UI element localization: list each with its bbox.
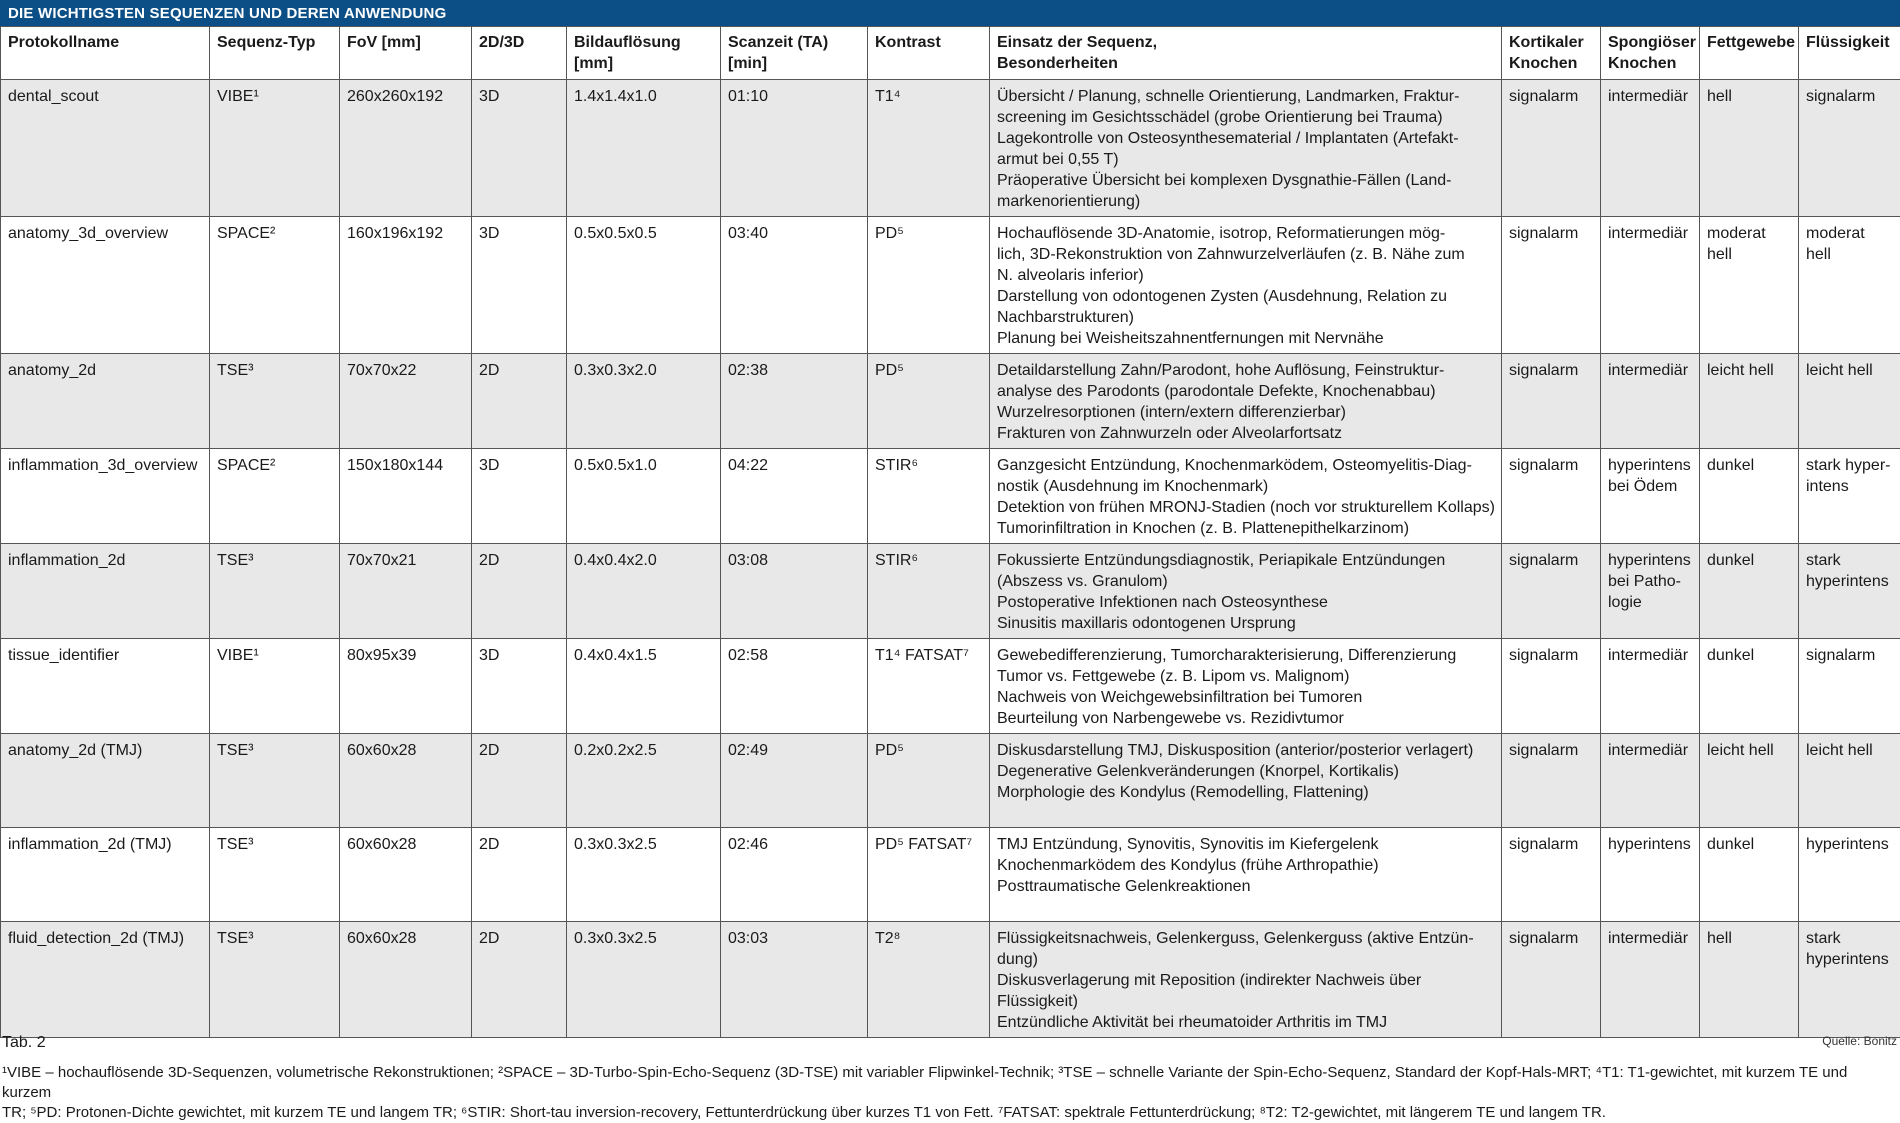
dimension-cell [472,639,567,734]
table-row [1,828,1900,922]
cell-text: screening im Gesichtsschädel (grobe Orientierung bei Trauma) [997,107,1495,128]
dimension-cell [472,734,567,828]
column-header-text: Knochen [1608,53,1693,74]
cell-text: PD⁵ [875,223,983,244]
fat-tissue-cell [1700,449,1799,544]
table-number-label: Tab. 2 [2,1034,46,1052]
cell-text: Darstellung von odontogenen Zysten (Ausdehnung, Relation zu [997,286,1495,307]
cell-text: hyperintens [1608,550,1693,571]
cell-text: Wurzelresorptionen (intern/extern differenzierbar) [997,402,1495,423]
fov-cell [340,828,472,922]
cell-text: Morphologie des Kondylus (Remodelling, Flattening) [997,782,1495,803]
cell-text: 3D [479,223,560,244]
fluid-cell [1799,217,1900,354]
table-body [1,80,1900,1038]
column-header [567,27,721,80]
footnotes [2,1063,1892,1123]
dimension-cell [472,354,567,449]
cell-text: 60x60x28 [347,928,465,949]
cell-text: intermediär [1608,740,1693,761]
cell-text: Detektion von frühen MRONJ-Stadien (noch vor strukturellem Kollaps) [997,497,1495,518]
column-header-text: Kortikaler [1509,32,1594,53]
table-row [1,544,1900,639]
cell-text: Sinusitis maxillaris odontogenen Ursprung [997,613,1495,634]
dimension-cell [472,828,567,922]
cell-text: 0.3x0.3x2.5 [574,928,714,949]
cell-text: logie [1608,592,1693,613]
protocol-name-cell [1,354,210,449]
cancellous-bone-cell [1601,828,1700,922]
fluid-cell [1799,449,1900,544]
cell-text: hell [1707,928,1792,949]
footnote-line: ¹VIBE – hochauflösende 3D-Sequenzen, volumetrische Rekonstruktionen; ²SPACE – 3D-Turbo-Spin-Echo-Sequenz (3D-TSE) mit variabler Flipwinkel-Technik; ³TSE – schnelle Variante der Spin-Echo-Sequenz, Standard der Kopf-Hals-MRT; ⁴T1: T1-gewichtet, mit kurzem TE und kurzem [2,1063,1892,1103]
contrast-cell [868,449,990,544]
dimension-cell [472,217,567,354]
cortical-bone-cell [1502,217,1601,354]
scan-time-cell [721,217,868,354]
fluid-cell [1799,922,1900,1038]
cell-text: 3D [479,86,560,107]
cell-text: intens [1806,476,1894,497]
sequence-type-cell [210,544,340,639]
cell-text: hell [1707,244,1792,265]
cell-text: signalarm [1509,86,1594,107]
resolution-cell [567,354,721,449]
cell-text: STIR⁶ [875,455,983,476]
cortical-bone-cell [1502,354,1601,449]
cell-text: 0.3x0.3x2.0 [574,360,714,381]
cell-text: intermediär [1608,928,1693,949]
cell-text: signalarm [1509,360,1594,381]
cell-text: 2D [479,740,560,761]
cell-text: Beurteilung von Narbengewebe vs. Rezidivtumor [997,708,1495,729]
cell-text: Fokussierte Entzündungsdiagnostik, Periapikale Entzündungen [997,550,1495,571]
cell-text: 80x95x39 [347,645,465,666]
cell-text: signalarm [1806,645,1894,666]
cell-text: VIBE¹ [217,645,333,666]
fov-cell [340,217,472,354]
column-header [990,27,1502,80]
cell-text: leicht hell [1806,740,1894,761]
cell-text: T1⁴ FATSAT⁷ [875,645,983,666]
cell-text: signalarm [1509,645,1594,666]
cell-text: intermediär [1608,360,1693,381]
cell-text: signalarm [1509,740,1594,761]
cancellous-bone-cell [1601,80,1700,217]
table-header-row [1,27,1900,80]
cell-text: moderat [1806,223,1894,244]
cortical-bone-cell [1502,734,1601,828]
usage-cell [990,922,1502,1038]
table-row [1,80,1900,217]
cell-text: Knochenmarködem des Kondylus (frühe Arthropathie) [997,855,1495,876]
contrast-cell [868,544,990,639]
cell-text: 0.2x0.2x2.5 [574,740,714,761]
cell-text: 3D [479,645,560,666]
cancellous-bone-cell [1601,217,1700,354]
fat-tissue-cell [1700,544,1799,639]
cell-text: intermediär [1608,223,1693,244]
table-row [1,449,1900,544]
column-header [210,27,340,80]
column-header [472,27,567,80]
cell-text: TMJ Entzündung, Synovitis, Synovitis im Kiefergelenk [997,834,1495,855]
cell-text: dunkel [1707,550,1792,571]
cell-text: bei Ödem [1608,476,1693,497]
fov-cell [340,734,472,828]
cell-text: Degenerative Gelenkveränderungen (Knorpel, Kortikalis) [997,761,1495,782]
dimension-cell [472,449,567,544]
usage-cell [990,544,1502,639]
cell-text: 0.4x0.4x2.0 [574,550,714,571]
column-header-text: FoV [mm] [347,32,465,53]
cell-text: signalarm [1509,223,1594,244]
cell-text: dunkel [1707,645,1792,666]
cortical-bone-cell [1502,922,1601,1038]
column-header [1,27,210,80]
cell-text: inflammation_2d [8,550,203,571]
column-header-text: Scanzeit (TA) [min] [728,32,861,74]
cell-text: signalarm [1509,550,1594,571]
cell-text: anatomy_3d_overview [8,223,203,244]
contrast-cell [868,734,990,828]
cell-text: hyperintens [1806,834,1894,855]
cell-text: 70x70x22 [347,360,465,381]
cell-text: Postoperative Infektionen nach Osteosynthese [997,592,1495,613]
cortical-bone-cell [1502,80,1601,217]
cell-text: TSE³ [217,550,333,571]
cell-text: inflammation_3d_overview [8,455,203,476]
sequence-type-cell [210,639,340,734]
cell-text: N. alveolaris inferior) [997,265,1495,286]
cortical-bone-cell [1502,639,1601,734]
cell-text: T1⁴ [875,86,983,107]
fov-cell [340,354,472,449]
cell-text: Präoperative Übersicht bei komplexen Dysgnathie-Fällen (Land- [997,170,1495,191]
usage-cell [990,80,1502,217]
fov-cell [340,449,472,544]
column-header-text: Sequenz-Typ [217,32,333,53]
column-header-text: Bildauflösung [mm] [574,32,714,74]
column-header-text: Einsatz der Sequenz, [997,32,1495,53]
cell-text: PD⁵ FATSAT⁷ [875,834,983,855]
cell-text: 2D [479,834,560,855]
column-header [1502,27,1601,80]
resolution-cell [567,828,721,922]
cell-text: Diskusdarstellung TMJ, Diskusposition (anterior/posterior verlagert) [997,740,1495,761]
cell-text: 70x70x21 [347,550,465,571]
cell-text: bei Patho- [1608,571,1693,592]
resolution-cell [567,544,721,639]
resolution-cell [567,449,721,544]
contrast-cell [868,80,990,217]
cell-text: TSE³ [217,740,333,761]
fov-cell [340,80,472,217]
cell-text: 0.5x0.5x1.0 [574,455,714,476]
fluid-cell [1799,734,1900,828]
contrast-cell [868,354,990,449]
scan-time-cell [721,828,868,922]
sequence-type-cell [210,354,340,449]
cell-text: 0.3x0.3x2.5 [574,834,714,855]
cancellous-bone-cell [1601,544,1700,639]
fat-tissue-cell [1700,80,1799,217]
cortical-bone-cell [1502,449,1601,544]
cell-text: stark [1806,550,1894,571]
cell-text: nostik (Ausdehnung im Knochenmark) [997,476,1495,497]
scan-time-cell [721,80,868,217]
cell-text: leicht hell [1707,360,1792,381]
protocol-name-cell [1,922,210,1038]
cell-text: stark [1806,928,1894,949]
cell-text: 60x60x28 [347,834,465,855]
cell-text: analyse des Parodonts (parodontale Defekte, Knochenabbau) [997,381,1495,402]
cell-text: Diskusverlagerung mit Reposition (indirekter Nachweis über [997,970,1495,991]
resolution-cell [567,639,721,734]
resolution-cell [567,922,721,1038]
cell-text: 2D [479,360,560,381]
cell-text: Hochauflösende 3D-Anatomie, isotrop, Reformatierungen mög- [997,223,1495,244]
cell-text: tissue_identifier [8,645,203,666]
scan-time-cell [721,354,868,449]
sequence-table [0,26,1900,1038]
cell-text: signalarm [1509,928,1594,949]
cell-text: STIR⁶ [875,550,983,571]
table-row [1,639,1900,734]
cell-text: 1.4x1.4x1.0 [574,86,714,107]
scan-time-cell [721,922,868,1038]
cell-text: signalarm [1509,455,1594,476]
cell-text: markenorientierung) [997,191,1495,212]
cell-text: SPACE² [217,223,333,244]
cell-text: 03:08 [728,550,861,571]
cell-text: Flüssigkeit) [997,991,1495,1012]
cell-text: 0.5x0.5x0.5 [574,223,714,244]
column-header [868,27,990,80]
fat-tissue-cell [1700,639,1799,734]
cortical-bone-cell [1502,828,1601,922]
sequence-type-cell [210,828,340,922]
cell-text: hyperintens [1608,834,1693,855]
cell-text: Detaildarstellung Zahn/Parodont, hohe Auflösung, Feinstruktur- [997,360,1495,381]
cell-text: Übersicht / Planung, schnelle Orientierung, Landmarken, Fraktur- [997,86,1495,107]
contrast-cell [868,828,990,922]
cell-text: Flüssigkeitsnachweis, Gelenkerguss, Gelenkerguss (aktive Entzün- [997,928,1495,949]
cell-text: fluid_detection_2d (TMJ) [8,928,203,949]
usage-cell [990,217,1502,354]
column-header-text: 2D/3D [479,32,560,53]
cell-text: Tumorinfiltration in Knochen (z. B. Plattenepithelkarzinom) [997,518,1495,539]
cell-text: anatomy_2d [8,360,203,381]
protocol-name-cell [1,639,210,734]
table-title: DIE WICHTIGSTEN SEQUENZEN UND DEREN ANWENDUNG [0,0,1900,26]
dimension-cell [472,80,567,217]
cell-text: anatomy_2d (TMJ) [8,740,203,761]
column-header [1601,27,1700,80]
table-row [1,354,1900,449]
column-header-text: Knochen [1509,53,1594,74]
fat-tissue-cell [1700,354,1799,449]
table-row [1,217,1900,354]
cell-text: 2D [479,928,560,949]
fat-tissue-cell [1700,828,1799,922]
cell-text: 02:58 [728,645,861,666]
column-header-text: Spongiöser [1608,32,1693,53]
dimension-cell [472,544,567,639]
protocol-name-cell [1,828,210,922]
cell-text: inflammation_2d (TMJ) [8,834,203,855]
cell-text: PD⁵ [875,740,983,761]
resolution-cell [567,734,721,828]
cell-text: 260x260x192 [347,86,465,107]
usage-cell [990,449,1502,544]
scan-time-cell [721,639,868,734]
cell-text: 60x60x28 [347,740,465,761]
cell-text: 02:49 [728,740,861,761]
cell-text: leicht hell [1806,360,1894,381]
cell-text: TSE³ [217,928,333,949]
contrast-cell [868,922,990,1038]
usage-cell [990,734,1502,828]
sequence-type-cell [210,449,340,544]
column-header-text: Kontrast [875,32,983,53]
protocol-name-cell [1,217,210,354]
cell-text: dunkel [1707,834,1792,855]
cell-text: (Abszess vs. Granulom) [997,571,1495,592]
sequence-type-cell [210,922,340,1038]
cell-text: Gewebedifferenzierung, Tumorcharakterisierung, Differenzierung [997,645,1495,666]
cell-text: stark hyper- [1806,455,1894,476]
protocol-name-cell [1,734,210,828]
cell-text: Nachbarstrukturen) [997,307,1495,328]
cancellous-bone-cell [1601,734,1700,828]
scan-time-cell [721,449,868,544]
fat-tissue-cell [1700,734,1799,828]
cancellous-bone-cell [1601,354,1700,449]
cell-text: 02:46 [728,834,861,855]
resolution-cell [567,80,721,217]
fluid-cell [1799,80,1900,217]
cell-text: SPACE² [217,455,333,476]
cancellous-bone-cell [1601,449,1700,544]
cancellous-bone-cell [1601,922,1700,1038]
cell-text: TSE³ [217,834,333,855]
cell-text: signalarm [1806,86,1894,107]
column-header [1700,27,1799,80]
fluid-cell [1799,354,1900,449]
protocol-name-cell [1,80,210,217]
column-header [340,27,472,80]
column-header-text: Fettgewebe [1707,32,1792,53]
cell-text: Ganzgesicht Entzündung, Knochenmarködem, Osteomyelitis-Diag- [997,455,1495,476]
cell-text: 04:22 [728,455,861,476]
cell-text: lich, 3D-Rekonstruktion von Zahnwurzelverläufen (z. B. Nähe zum [997,244,1495,265]
cell-text: 0.4x0.4x1.5 [574,645,714,666]
usage-cell [990,639,1502,734]
cell-text: dental_scout [8,86,203,107]
cell-text: 01:10 [728,86,861,107]
column-header [721,27,868,80]
cell-text: hell [1707,86,1792,107]
cell-text: Lagekontrolle von Osteosynthesematerial / Implantaten (Artefakt- [997,128,1495,149]
cell-text: hyperintens [1806,571,1894,592]
fov-cell [340,922,472,1038]
cell-text: moderat [1707,223,1792,244]
column-header-text: Protokollname [8,32,203,53]
cell-text: Tumor vs. Fettgewebe (z. B. Lipom vs. Malignom) [997,666,1495,687]
usage-cell [990,828,1502,922]
contrast-cell [868,639,990,734]
cell-text: 03:40 [728,223,861,244]
column-header-text: Flüssigkeit [1806,32,1894,53]
fluid-cell [1799,544,1900,639]
cell-text: dunkel [1707,455,1792,476]
cell-text: PD⁵ [875,360,983,381]
cell-text: 160x196x192 [347,223,465,244]
sequence-type-cell [210,217,340,354]
cell-text: hyperintens [1608,455,1693,476]
table-row [1,734,1900,828]
sequence-type-cell [210,734,340,828]
cell-text: 3D [479,455,560,476]
cell-text: T2⁸ [875,928,983,949]
cell-text: hyperintens [1806,949,1894,970]
fov-cell [340,544,472,639]
dimension-cell [472,922,567,1038]
scan-time-cell [721,734,868,828]
protocol-name-cell [1,449,210,544]
cortical-bone-cell [1502,544,1601,639]
cell-text: intermediär [1608,645,1693,666]
fat-tissue-cell [1700,217,1799,354]
cell-text: Nachweis von Weichgewebsinfiltration bei Tumoren [997,687,1495,708]
source-credit: Quelle: Bonitz [1822,1034,1897,1048]
table-row [1,922,1900,1038]
cell-text: dung) [997,949,1495,970]
cell-text: 02:38 [728,360,861,381]
sequence-type-cell [210,80,340,217]
cell-text: Posttraumatische Gelenkreaktionen [997,876,1495,897]
cell-text: armut bei 0,55 T) [997,149,1495,170]
cell-text: leicht hell [1707,740,1792,761]
contrast-cell [868,217,990,354]
column-header-text: Besonderheiten [997,53,1495,74]
footnote-line: TR; ⁵PD: Protonen-Dichte gewichtet, mit kurzem TE und langem TR; ⁶STIR: Short-tau inversion-recovery, Fettunterdrückung über kurzes T1 von Fett. ⁷FATSAT: spektrale Fettunterdrückung; ⁸T2: T2-gewichtet, mit längerem TE und langem TR. [2,1103,1892,1123]
cell-text: Entzündliche Aktivität bei rheumatoider Arthritis im TMJ [997,1012,1495,1033]
cell-text: 150x180x144 [347,455,465,476]
resolution-cell [567,217,721,354]
cell-text: VIBE¹ [217,86,333,107]
fat-tissue-cell [1700,922,1799,1038]
cell-text: intermediär [1608,86,1693,107]
usage-cell [990,354,1502,449]
cell-text: 03:03 [728,928,861,949]
fluid-cell [1799,828,1900,922]
cell-text: Planung bei Weisheitszahnentfernungen mit Nervnähe [997,328,1495,349]
cell-text: 2D [479,550,560,571]
cell-text: signalarm [1509,834,1594,855]
protocol-name-cell [1,544,210,639]
scan-time-cell [721,544,868,639]
cell-text: hell [1806,244,1894,265]
cell-text: Frakturen von Zahnwurzeln oder Alveolarfortsatz [997,423,1495,444]
cancellous-bone-cell [1601,639,1700,734]
cell-text: TSE³ [217,360,333,381]
fov-cell [340,639,472,734]
column-header [1799,27,1900,80]
fluid-cell [1799,639,1900,734]
